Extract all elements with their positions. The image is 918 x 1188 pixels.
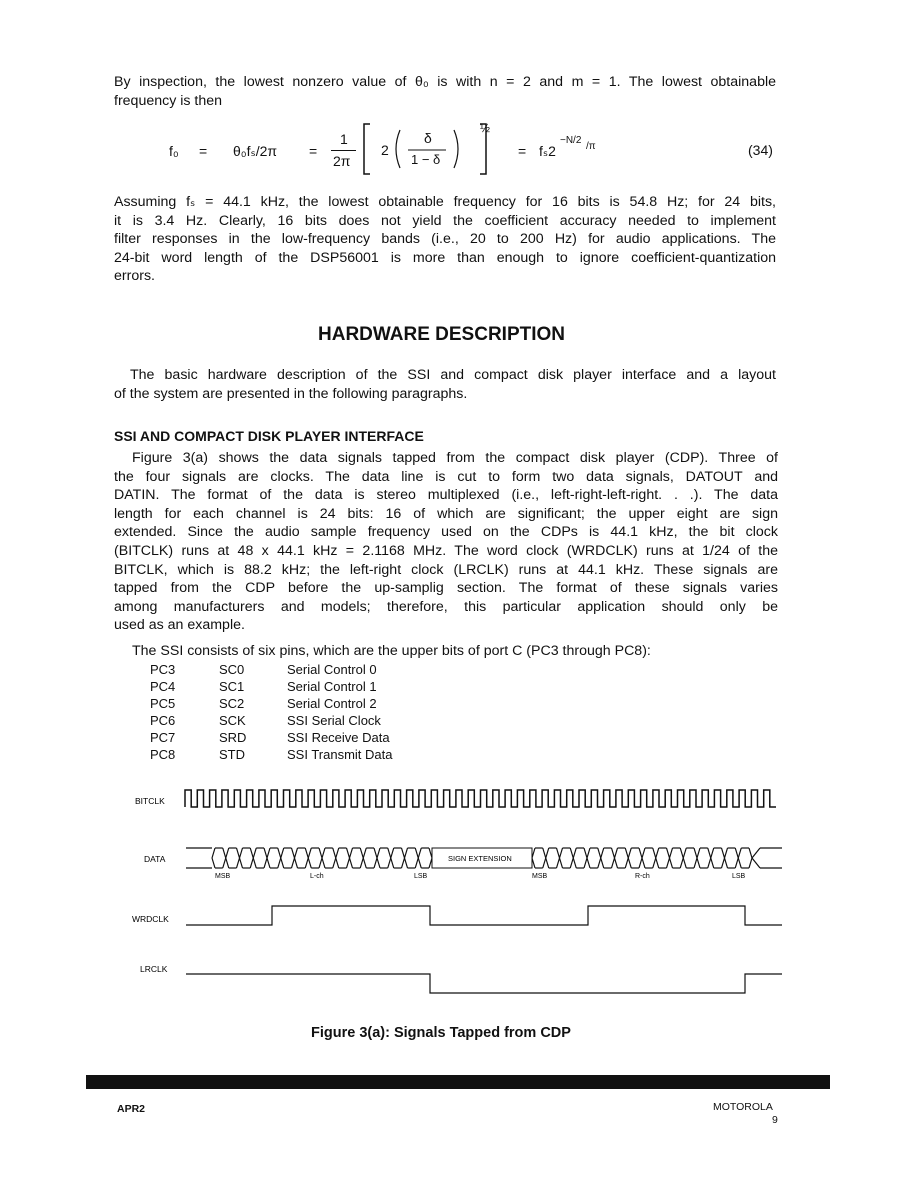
lrclk-waveform <box>186 974 782 993</box>
data-segment <box>402 848 405 858</box>
pin-description: SSI Transmit Data <box>287 747 393 762</box>
para3-line-2: the four signals are clocks. The data line is cut to form two data signals, DATOUT and <box>114 468 778 485</box>
para3-line-5: extended. Since the audio sample frequency used on the CDPs is 44.1 kHz, the bit clock <box>114 524 778 541</box>
eq-lhs: f₀ <box>169 143 179 159</box>
data-segment <box>253 848 256 858</box>
paragraph-cdp-interface <box>114 449 778 635</box>
para3-line-6: (BITCLK) runs at 48 x 44.1 kHz = 2.1168 MHz. The word clock (WRDCLK) runs at 1/24 of the <box>114 542 778 559</box>
eq-number: (34) <box>748 142 773 158</box>
pin-signal: SC1 <box>219 679 245 694</box>
pin-port: PC3 <box>150 662 176 677</box>
intro-paragraph <box>114 73 776 110</box>
para3-line-10: used as an example. <box>114 617 245 634</box>
data-segment <box>557 858 560 868</box>
eq-rhs-tail: /π <box>586 141 596 152</box>
data-segment <box>670 858 673 868</box>
data-segment <box>587 848 590 858</box>
pin-port: PC6 <box>150 713 176 728</box>
data-segment <box>374 848 377 858</box>
data-segment <box>625 858 628 868</box>
data-segment <box>543 848 546 858</box>
data-segment <box>226 858 229 868</box>
data-segment <box>584 848 587 858</box>
subsection-title: SSI AND COMPACT DISK PLAYER INTERFACE <box>114 428 424 444</box>
data-segment <box>639 858 642 868</box>
data-segment <box>237 848 240 858</box>
data-segment <box>749 848 752 858</box>
data-segment <box>642 858 645 868</box>
data-segment <box>546 858 549 868</box>
data-segment <box>388 848 391 858</box>
para1-line-3: filter responses in the low-frequency bands (i.e., 20 to 200 Hz) for audio applications. The <box>114 231 776 248</box>
data-segment <box>391 858 394 868</box>
figure-caption: Figure 3(a): Signals Tapped from CDP <box>311 1025 571 1041</box>
data-segment <box>722 858 725 868</box>
ssi-intro: The SSI consists of six pins, which are the upper bits of port C (PC3 through PC8): <box>132 643 651 659</box>
data-segment <box>725 858 728 868</box>
data-segment <box>752 848 760 858</box>
data-segment <box>560 848 563 858</box>
data-segment <box>560 858 563 868</box>
data-segment <box>625 848 628 858</box>
data-segment <box>405 858 408 868</box>
data-segment <box>336 848 339 858</box>
para2-line-1: The basic hardware description of the SSI and compact disk player interface and a layout <box>130 367 776 383</box>
data-segment <box>418 858 421 868</box>
data-segment <box>223 848 226 858</box>
para3-line-8: tapped from the CDP before the up-samplig section. The format of these signals varies <box>114 580 778 597</box>
data-segment <box>570 858 573 868</box>
data-segment <box>573 858 576 868</box>
para1-line-1: Assuming fₛ = 44.1 kHz, the lowest obtainable frequency for 16 bits is 54.8 Hz; for 24 bits, <box>114 194 776 210</box>
data-segment <box>350 848 353 858</box>
data-segment <box>601 858 604 868</box>
data-segment <box>333 848 336 858</box>
data-segment <box>725 848 728 858</box>
pin-description: Serial Control 0 <box>287 662 377 677</box>
eq-delta-num: δ <box>424 130 432 146</box>
data-segment <box>267 848 270 858</box>
data-segment <box>240 848 243 858</box>
data-segment <box>667 848 670 858</box>
data-segment <box>752 858 760 868</box>
data-segment <box>388 858 391 868</box>
data-segment <box>295 848 298 858</box>
timing-diagram <box>0 780 918 1020</box>
data-segment <box>363 858 366 868</box>
data-segment <box>240 858 243 868</box>
data-segment <box>628 848 631 858</box>
data-segment <box>653 858 656 868</box>
data-segment <box>319 848 322 858</box>
data-segment <box>584 858 587 868</box>
data-segment <box>735 858 738 868</box>
data-segment <box>667 858 670 868</box>
eq-equals-3: = <box>518 143 527 159</box>
pin-signal: SC0 <box>219 662 245 677</box>
wrdclk-label: WRDCLK <box>132 914 169 924</box>
data-segment <box>656 848 659 858</box>
data-segment <box>670 848 673 858</box>
pin-description: Serial Control 2 <box>287 696 377 711</box>
data-segment <box>570 848 573 858</box>
para1-line-4: 24-bit word length of the DSP56001 is more than enough to ignore coefficient-quantization <box>114 249 776 266</box>
bitclk-label: BITCLK <box>135 796 165 806</box>
data-mark-lsb-right: LSB <box>732 873 746 880</box>
wrdclk-waveform <box>186 906 782 925</box>
footer-bar <box>86 1075 830 1089</box>
paragraph-hardware-intro <box>114 366 776 403</box>
data-segment <box>377 858 380 868</box>
data-segment <box>322 848 325 858</box>
bitclk-waveform <box>185 790 776 807</box>
para2-line-2: of the system are presented in the following paragraphs. <box>114 385 468 402</box>
data-segment <box>292 858 295 868</box>
eq-frac-bar <box>331 150 356 151</box>
data-segment <box>319 858 322 868</box>
data-segment <box>680 858 683 868</box>
data-segment <box>708 848 711 858</box>
pin-signal: SCK <box>219 713 246 728</box>
data-segment <box>612 848 615 858</box>
data-segment <box>336 858 339 868</box>
data-mark-msb-left: MSB <box>215 873 231 880</box>
data-segment <box>360 858 363 868</box>
data-segment <box>292 848 295 858</box>
sign-extension-label: SIGN EXTENSION <box>448 854 512 863</box>
data-mark-lch: L-ch <box>310 873 324 880</box>
data-segment <box>405 848 408 858</box>
data-segment <box>308 858 311 868</box>
data-segment <box>615 848 618 858</box>
data-segment <box>333 858 336 868</box>
data-segment <box>278 848 281 858</box>
data-segment <box>391 848 394 858</box>
eq-frac-den: 2π <box>333 153 351 169</box>
data-segment <box>722 848 725 858</box>
data-segment <box>305 858 308 868</box>
data-segment <box>738 848 741 858</box>
data-segment <box>226 848 229 858</box>
eq-frac-num: 1 <box>340 131 348 147</box>
data-segment <box>557 848 560 858</box>
para3-line-3: DATIN. The format of the data is stereo multiplexed (i.e., left-right-left-right. . .). The data <box>114 487 778 504</box>
data-segment <box>305 848 308 858</box>
data-segment <box>415 848 418 858</box>
pin-description: SSI Serial Clock <box>287 713 381 728</box>
pin-port: PC8 <box>150 747 176 762</box>
data-segment <box>628 858 631 868</box>
data-segment <box>264 848 267 858</box>
data-segment <box>694 858 697 868</box>
pin-port: PC4 <box>150 679 176 694</box>
data-segment <box>223 858 226 868</box>
data-segment <box>322 858 325 868</box>
data-segment <box>281 858 284 868</box>
intro-line-1: By inspection, the lowest nonzero value of θ₀ is with n = 2 and m = 1. The lowest obtainable <box>114 74 776 90</box>
data-segment <box>601 848 604 858</box>
lrclk-label: LRCLK <box>140 964 168 974</box>
data-segment <box>347 848 350 858</box>
data-segment <box>598 858 601 868</box>
data-segment <box>639 848 642 858</box>
data-segment <box>546 848 549 858</box>
page-number: 9 <box>772 1114 778 1126</box>
data-segment <box>656 858 659 868</box>
pin-port: PC5 <box>150 696 176 711</box>
data-segment <box>708 858 711 868</box>
data-segment <box>612 858 615 868</box>
data-segment <box>697 858 700 868</box>
eq-two: 2 <box>381 142 389 158</box>
data-segment <box>350 858 353 868</box>
data-segment <box>418 848 421 858</box>
data-segment <box>543 858 546 868</box>
data-segment <box>237 858 240 868</box>
data-segment <box>598 848 601 858</box>
data-segment <box>711 848 714 858</box>
data-mark-lsb-left: LSB <box>414 873 428 880</box>
pin-signal: STD <box>219 747 245 762</box>
data-segment <box>735 848 738 858</box>
data-segment <box>749 858 752 868</box>
data-segment <box>308 848 311 858</box>
data-segment <box>250 848 253 858</box>
paragraph-assumptions <box>114 193 776 286</box>
pin-description: SSI Receive Data <box>287 730 390 745</box>
para3-line-1: Figure 3(a) shows the data signals tapped from the compact disk player (CDP). Three of <box>132 450 778 466</box>
data-segment <box>363 848 366 858</box>
data-mark-rch: R-ch <box>635 873 650 880</box>
data-label: DATA <box>144 854 166 864</box>
eq-rhs-exponent: −N/2 <box>560 135 582 146</box>
footer-brand: MOTOROLA <box>713 1101 773 1113</box>
data-segment <box>694 848 697 858</box>
data-segment <box>278 858 281 868</box>
eq-exponent: ½ <box>480 121 491 135</box>
data-segment <box>615 858 618 868</box>
para3-line-7: BITCLK, which is 88.2 kHz; the left-right clock (LRCLK) runs at 44.1 kHz. These signals are <box>114 561 778 578</box>
data-segment <box>212 858 215 868</box>
pin-signal: SRD <box>219 730 247 745</box>
data-segment <box>377 848 380 858</box>
data-segment <box>738 858 741 868</box>
data-segment <box>250 858 253 868</box>
section-title: HARDWARE DESCRIPTION <box>318 324 566 345</box>
data-segment <box>573 848 576 858</box>
data-segment <box>281 848 284 858</box>
eq-term1: θ₀fₛ/2π <box>233 143 278 159</box>
intro-line-2: frequency is then <box>114 92 223 109</box>
para3-line-4: length for each channel is 24 bits: 16 of which are significant; the upper eight are sign <box>114 505 778 522</box>
eq-equals-2: = <box>309 143 318 159</box>
para1-line-5: errors. <box>114 268 155 285</box>
data-segment <box>642 848 645 858</box>
pin-description: Serial Control 1 <box>287 679 377 694</box>
eq-delta-den: 1 − δ <box>411 152 441 167</box>
eq-equals-1: = <box>199 143 208 159</box>
data-mark-msb-right: MSB <box>532 873 548 880</box>
data-segment <box>415 858 418 868</box>
data-segment <box>697 848 700 858</box>
data-segment <box>360 848 363 858</box>
footer-left: APR2 <box>117 1103 146 1115</box>
data-segment <box>653 848 656 858</box>
para3-line-9: among manufacturers and models; therefore, this particular application should only be <box>114 598 778 615</box>
para1-line-2: it is 3.4 Hz. Clearly, 16 bits does not yield the coefficient accuracy needed to implement <box>114 212 776 229</box>
data-segment <box>253 858 256 868</box>
data-segment <box>374 858 377 868</box>
data-segment <box>212 848 215 858</box>
data-segment <box>267 858 270 868</box>
pin-signal: SC2 <box>219 696 245 711</box>
eq-rhs: fₛ2 <box>539 143 556 159</box>
data-segment <box>711 858 714 868</box>
data-segment <box>683 848 686 858</box>
data-segment <box>295 858 298 868</box>
data-segment <box>683 858 686 868</box>
data-segment <box>587 858 590 868</box>
data-segment <box>347 858 350 868</box>
pin-port: PC7 <box>150 730 176 745</box>
data-segment <box>680 848 683 858</box>
data-segment <box>402 858 405 868</box>
data-segment <box>264 858 267 868</box>
